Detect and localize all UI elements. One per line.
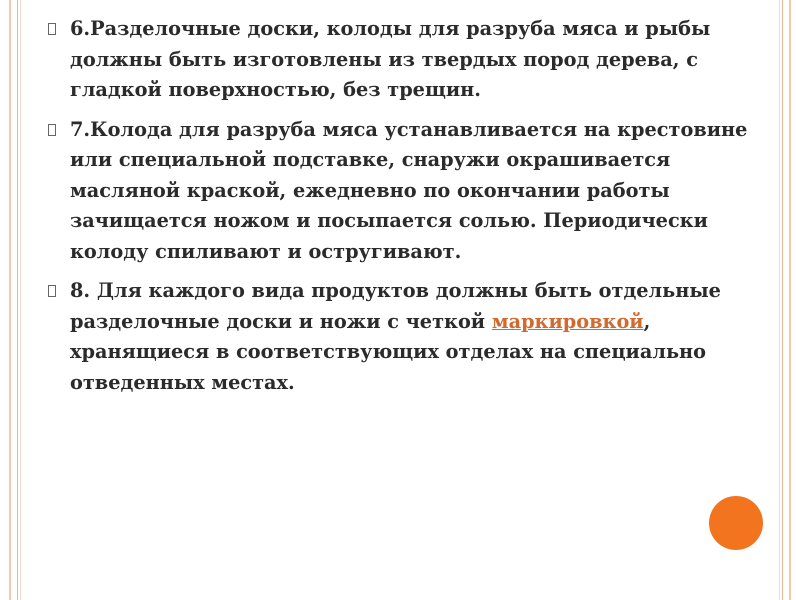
- paragraph-7-text: 7.Колода для разруба мяса устанавливается на крестовине или специальной подставке, снаружи окрашивается масляной краской, ежедневно по окончании работы зачищается ножом и посыпается солью. Периодически колоду спиливают и остругивают.: [70, 117, 748, 263]
- decorative-circle: [709, 496, 763, 550]
- slide-content: [48, 14, 770, 407]
- bullet-icon: [48, 23, 56, 35]
- paragraph-7: [48, 115, 770, 268]
- paragraph-8-text-before: 8. Для каждого вида продуктов должны быть отдельные разделочные доски и ножи с четкой: [70, 279, 721, 333]
- bullet-icon: [48, 124, 56, 136]
- paragraph-6-text: 6.Разделочные доски, колоды для разруба мяса и рыбы должны быть изготовлены из твердых пород дерева, с гладкой поверхностью, без трещин.: [70, 17, 711, 101]
- marking-link[interactable]: маркировкой: [491, 309, 644, 333]
- paragraph-8: [48, 276, 770, 398]
- bullet-icon: [48, 285, 56, 297]
- paragraph-8-text-after: , хранящиеся в соответствующих отделах на специально отведенных местах.: [70, 309, 707, 394]
- paragraph-6: [48, 14, 770, 106]
